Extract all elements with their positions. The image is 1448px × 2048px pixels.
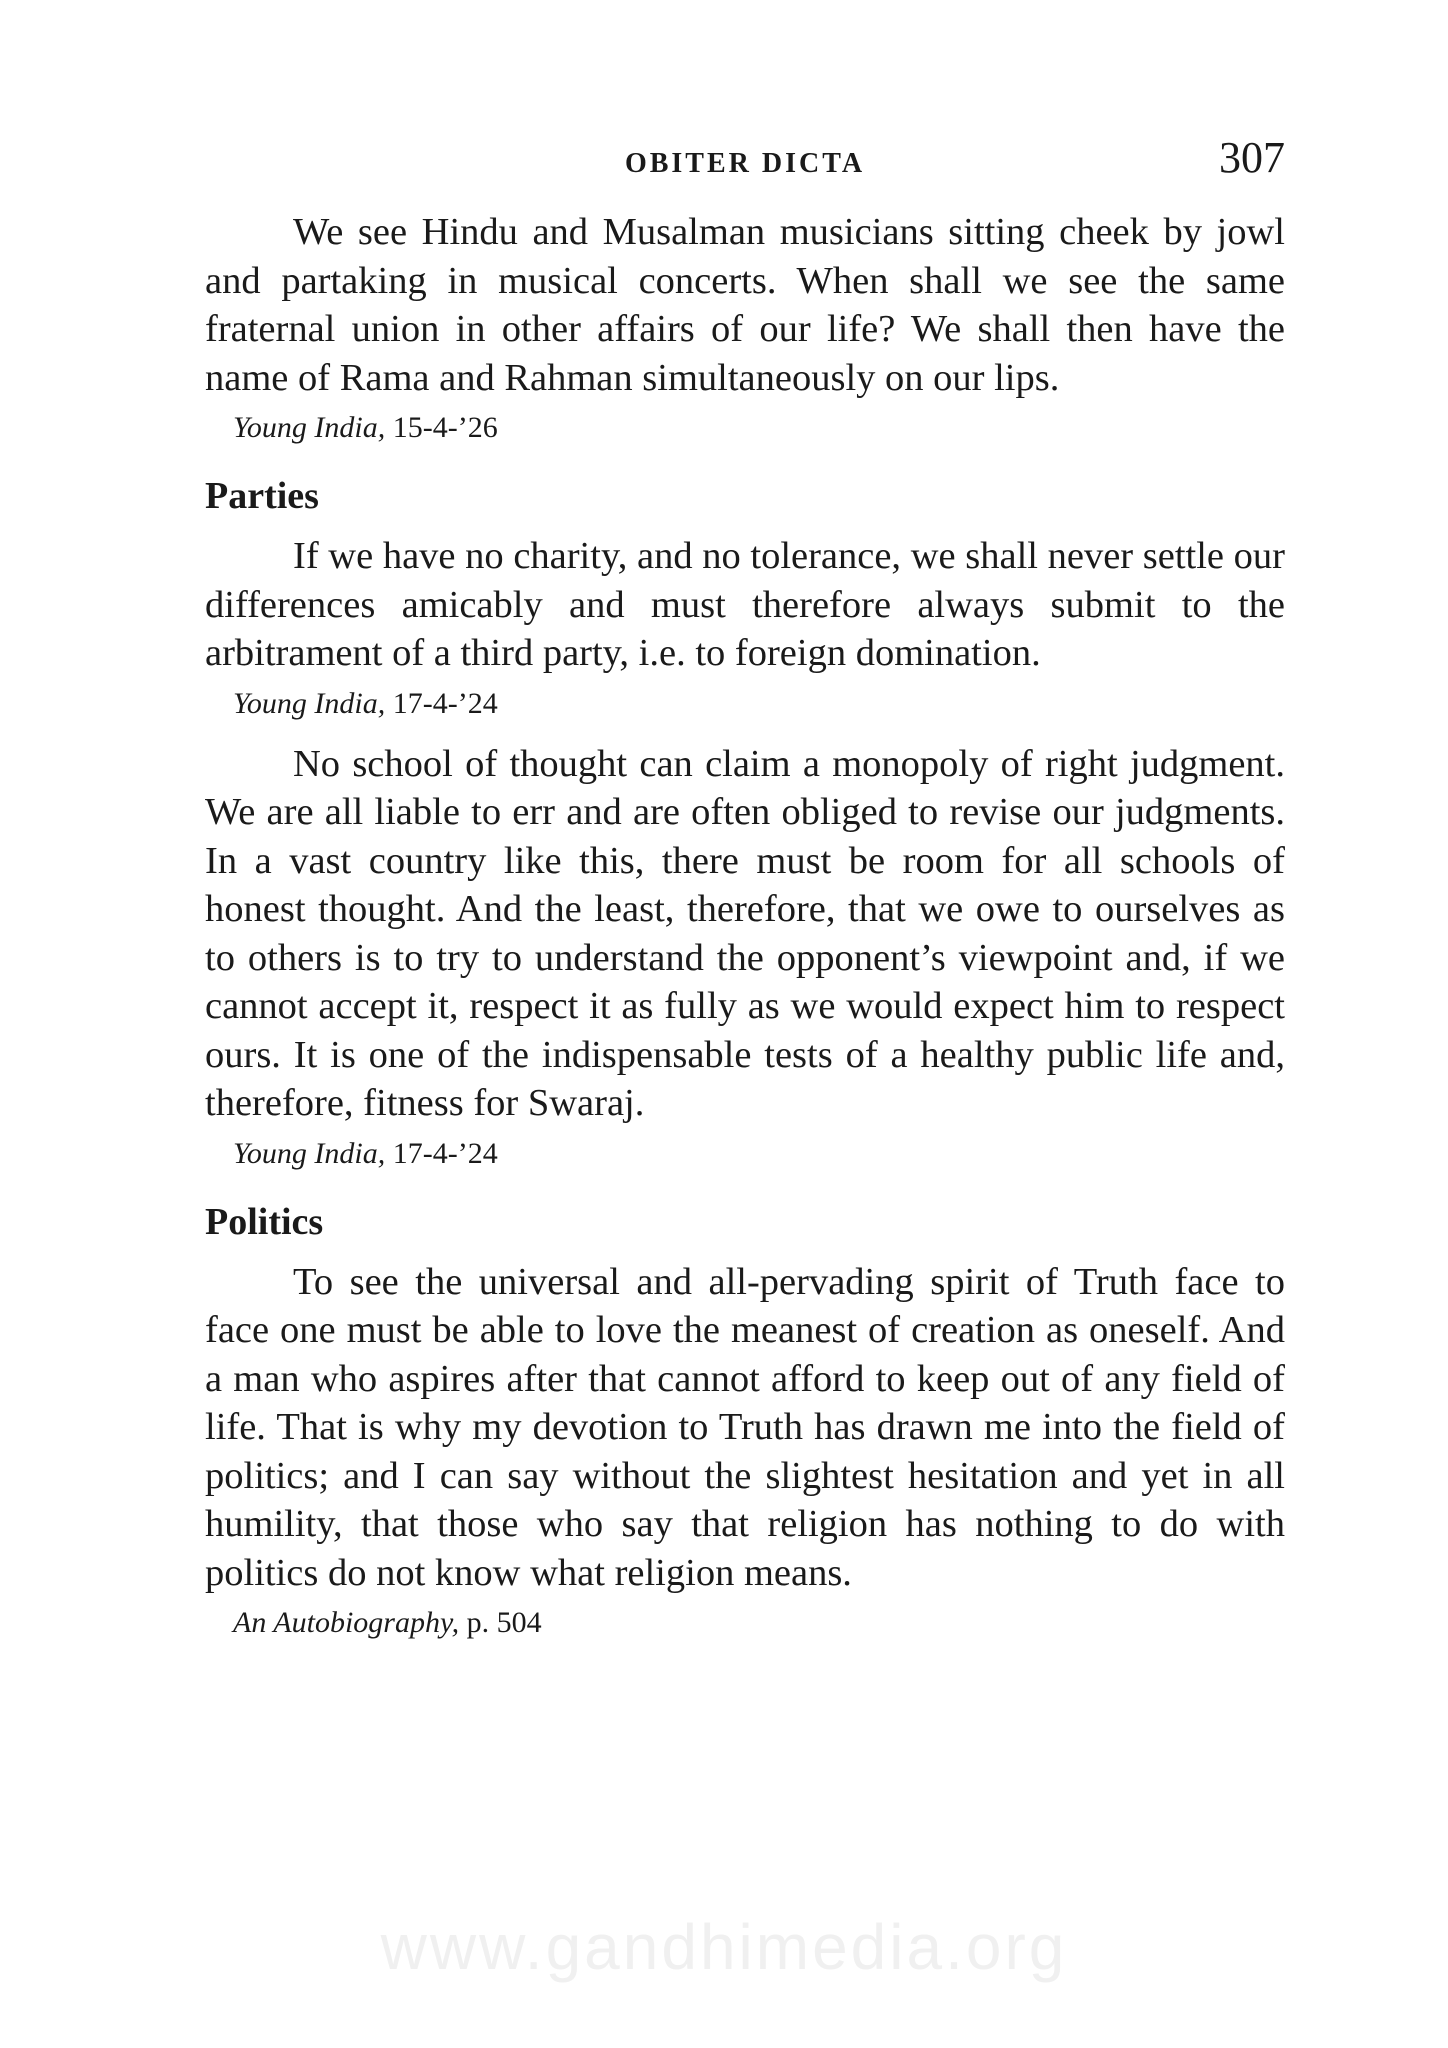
source-date: p. 504 <box>466 1606 542 1639</box>
paragraph-charity: If we have no charity, and no tolerance, we shall never settle our differences amicably and must therefore always submit to the arbitrament of a third party, i.e. to foreign domination. <box>205 535 1285 674</box>
paragraph-school-of-thought: No school of thought can claim a monopoly of right judgment. We are all liable to err and are often obliged to revise our judgments. In a vast country like this, there must be room for all schools of honest thought. And the least, therefore, that we owe to ourselves as to others is to try to understand the opponent’s viewpoint and, if we cannot accept it, respect it as fully as we would expect him to respect ours. It is one of the indispensable tests of a healthy public life and, therefore, fitness for Swaraj. <box>205 742 1285 1124</box>
body-text <box>205 208 1285 1645</box>
running-head <box>205 133 1285 200</box>
running-title: OBITER DICTA <box>624 148 866 179</box>
source-citation <box>233 406 1285 450</box>
source-work: Young India, <box>233 686 386 720</box>
source-citation <box>233 1132 1285 1176</box>
source-citation <box>233 1601 1285 1645</box>
source-citation <box>233 682 1285 726</box>
section-heading-parties: Parties <box>205 475 319 517</box>
source-work: Young India, <box>233 1136 386 1170</box>
page-number: 307 <box>1219 133 1285 182</box>
paragraph-musicians: We see Hindu and Musalman musicians sitting cheek by jowl and partaking in musical concerts. When shall we see the same fraternal union in other affairs of our life? We shall then have the name of Rama and Rahman simultaneously on our lips. <box>205 211 1285 399</box>
paragraph-truth: To see the universal and all-pervading spirit of Truth face to face one must be able to love the meanest of creation as oneself. And a man who aspires after that cannot afford to keep out of any field of life. That is why my devotion to Truth has drawn me into the field of politics; and I can say without the slightest hesitation and yet in all humility, that those who say that religion has nothing to do with politics do not know what religion means. <box>205 1260 1285 1594</box>
source-date: 17-4-’24 <box>392 1136 498 1170</box>
source-date: 17-4-’24 <box>392 686 498 720</box>
section-heading-politics: Politics <box>205 1200 324 1243</box>
source-work: An Autobiography, <box>233 1606 460 1639</box>
watermark: www.gandhimedia.org <box>380 1911 1068 1983</box>
spacer <box>205 726 1285 740</box>
source-work: Young India, <box>233 411 386 444</box>
source-date: 15-4-’26 <box>392 411 498 444</box>
